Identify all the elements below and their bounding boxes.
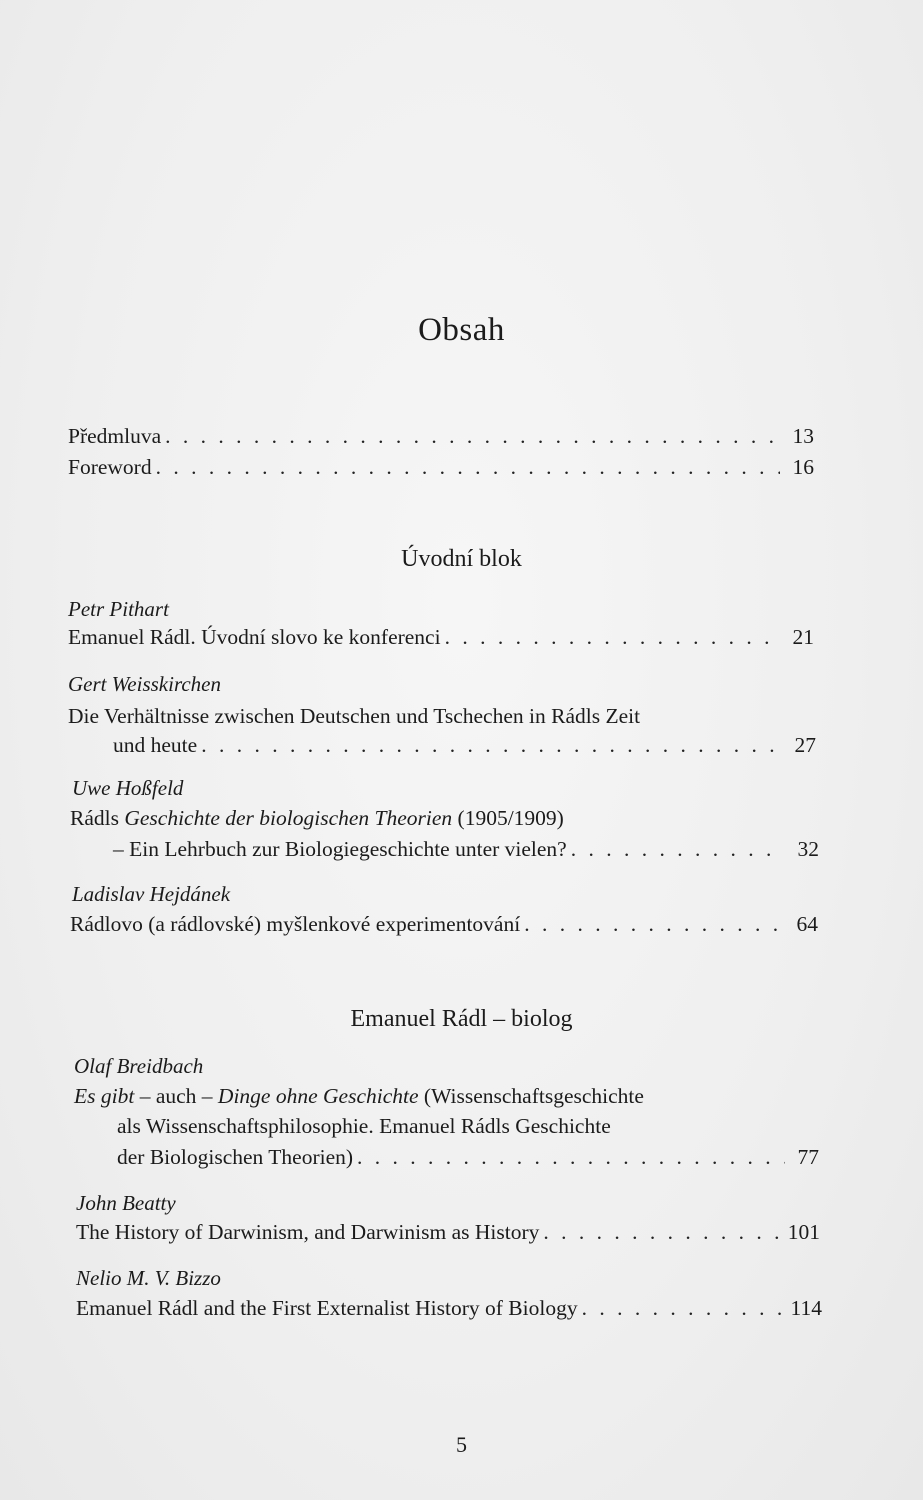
toc-entry-label: Rádlovo (a rádlovské) myšlenkové experimentování: [70, 912, 521, 936]
toc-entry-weisskirchen[interactable]: [113, 733, 816, 758]
toc-entry-label: The History of Darwinism, and Darwinism as History: [76, 1220, 540, 1244]
entry-author: Uwe Hoßfeld: [72, 776, 184, 800]
toc-entry-label: Foreword: [68, 455, 152, 479]
toc-entry-label: und heute: [113, 733, 198, 757]
toc-page-number: 21: [792, 625, 814, 649]
leader-dots: [165, 424, 780, 449]
leader-dots: [582, 1296, 785, 1321]
toc-page-number: 114: [790, 1296, 822, 1320]
toc-entry-label: Předmluva: [68, 424, 162, 448]
toc-entry-label: – Ein Lehrbuch zur Biologiegeschichte unter vielen?: [113, 837, 567, 861]
section-heading-biolog: Emanuel Rádl – biolog: [350, 1006, 573, 1032]
entry-author: Nelio M. V. Bizzo: [76, 1266, 221, 1290]
title-part-italic: Es gibt: [74, 1084, 135, 1108]
toc-page-number: 27: [794, 733, 816, 757]
toc-entry-label: Emanuel Rádl. Úvodní slovo ke konferenci: [68, 625, 441, 649]
title-part: (1905/1909): [452, 806, 564, 830]
entry-author: Gert Weisskirchen: [68, 672, 221, 696]
toc-page-number: 77: [797, 1145, 819, 1169]
toc-page-number: 64: [796, 912, 818, 936]
leader-dots: [357, 1145, 785, 1170]
toc-page-number: 32: [797, 837, 819, 861]
toc-entry-hejdanek[interactable]: [70, 912, 818, 937]
toc-entry-title-line: Die Verhältnisse zwischen Deutschen und Tschechen in Rádls Zeit: [68, 704, 641, 728]
toc-entry-pithart[interactable]: [68, 625, 814, 650]
toc-entry-bizzo[interactable]: [76, 1296, 822, 1321]
leader-dots: [156, 455, 780, 480]
title-part-italic: Dinge ohne Geschichte: [217, 1084, 419, 1108]
toc-entry-foreword-cz[interactable]: [68, 424, 814, 449]
leader-dots: [571, 837, 785, 862]
toc-entry-hossfeld[interactable]: [113, 837, 819, 862]
entry-author: Olaf Breidbach: [74, 1054, 204, 1078]
toc-entry-breidbach[interactable]: [117, 1145, 819, 1170]
toc-entry-title-line: [74, 1084, 644, 1109]
title-part-italic: Geschichte der biologischen Theorien: [124, 806, 453, 830]
section-heading-uvodni: Úvodní blok: [401, 546, 522, 572]
toc-page-number: 16: [792, 455, 814, 479]
toc-entry-beatty[interactable]: [76, 1220, 820, 1245]
leader-dots: [543, 1220, 781, 1245]
toc-entry-title-line: [70, 806, 564, 831]
toc-page-number: 101: [787, 1220, 820, 1244]
title-part: (Wissenschaftsgeschichte: [418, 1084, 644, 1108]
toc-entry-title-line: als Wissenschaftsphilosophie. Emanuel Rádls Geschichte: [117, 1114, 611, 1138]
toc-entry-foreword-en[interactable]: [68, 455, 814, 480]
leader-dots: [201, 733, 782, 758]
page-title: Obsah: [418, 312, 505, 348]
entry-author: John Beatty: [76, 1191, 176, 1215]
title-part: – auch –: [134, 1084, 218, 1108]
show-through-text: [120, 170, 125, 193]
leader-dots: [445, 625, 780, 650]
entry-author: Ladislav Hejdánek: [72, 882, 231, 906]
page-number: 5: [456, 1432, 467, 1457]
title-part: Rádls: [70, 806, 125, 830]
toc-entry-label: Emanuel Rádl and the First Externalist History of Biology: [76, 1296, 578, 1320]
leader-dots: [524, 912, 784, 937]
toc-entry-label: der Biologischen Theorien): [117, 1145, 354, 1169]
toc-page-number: 13: [792, 424, 814, 448]
entry-author: Petr Pithart: [68, 597, 169, 621]
